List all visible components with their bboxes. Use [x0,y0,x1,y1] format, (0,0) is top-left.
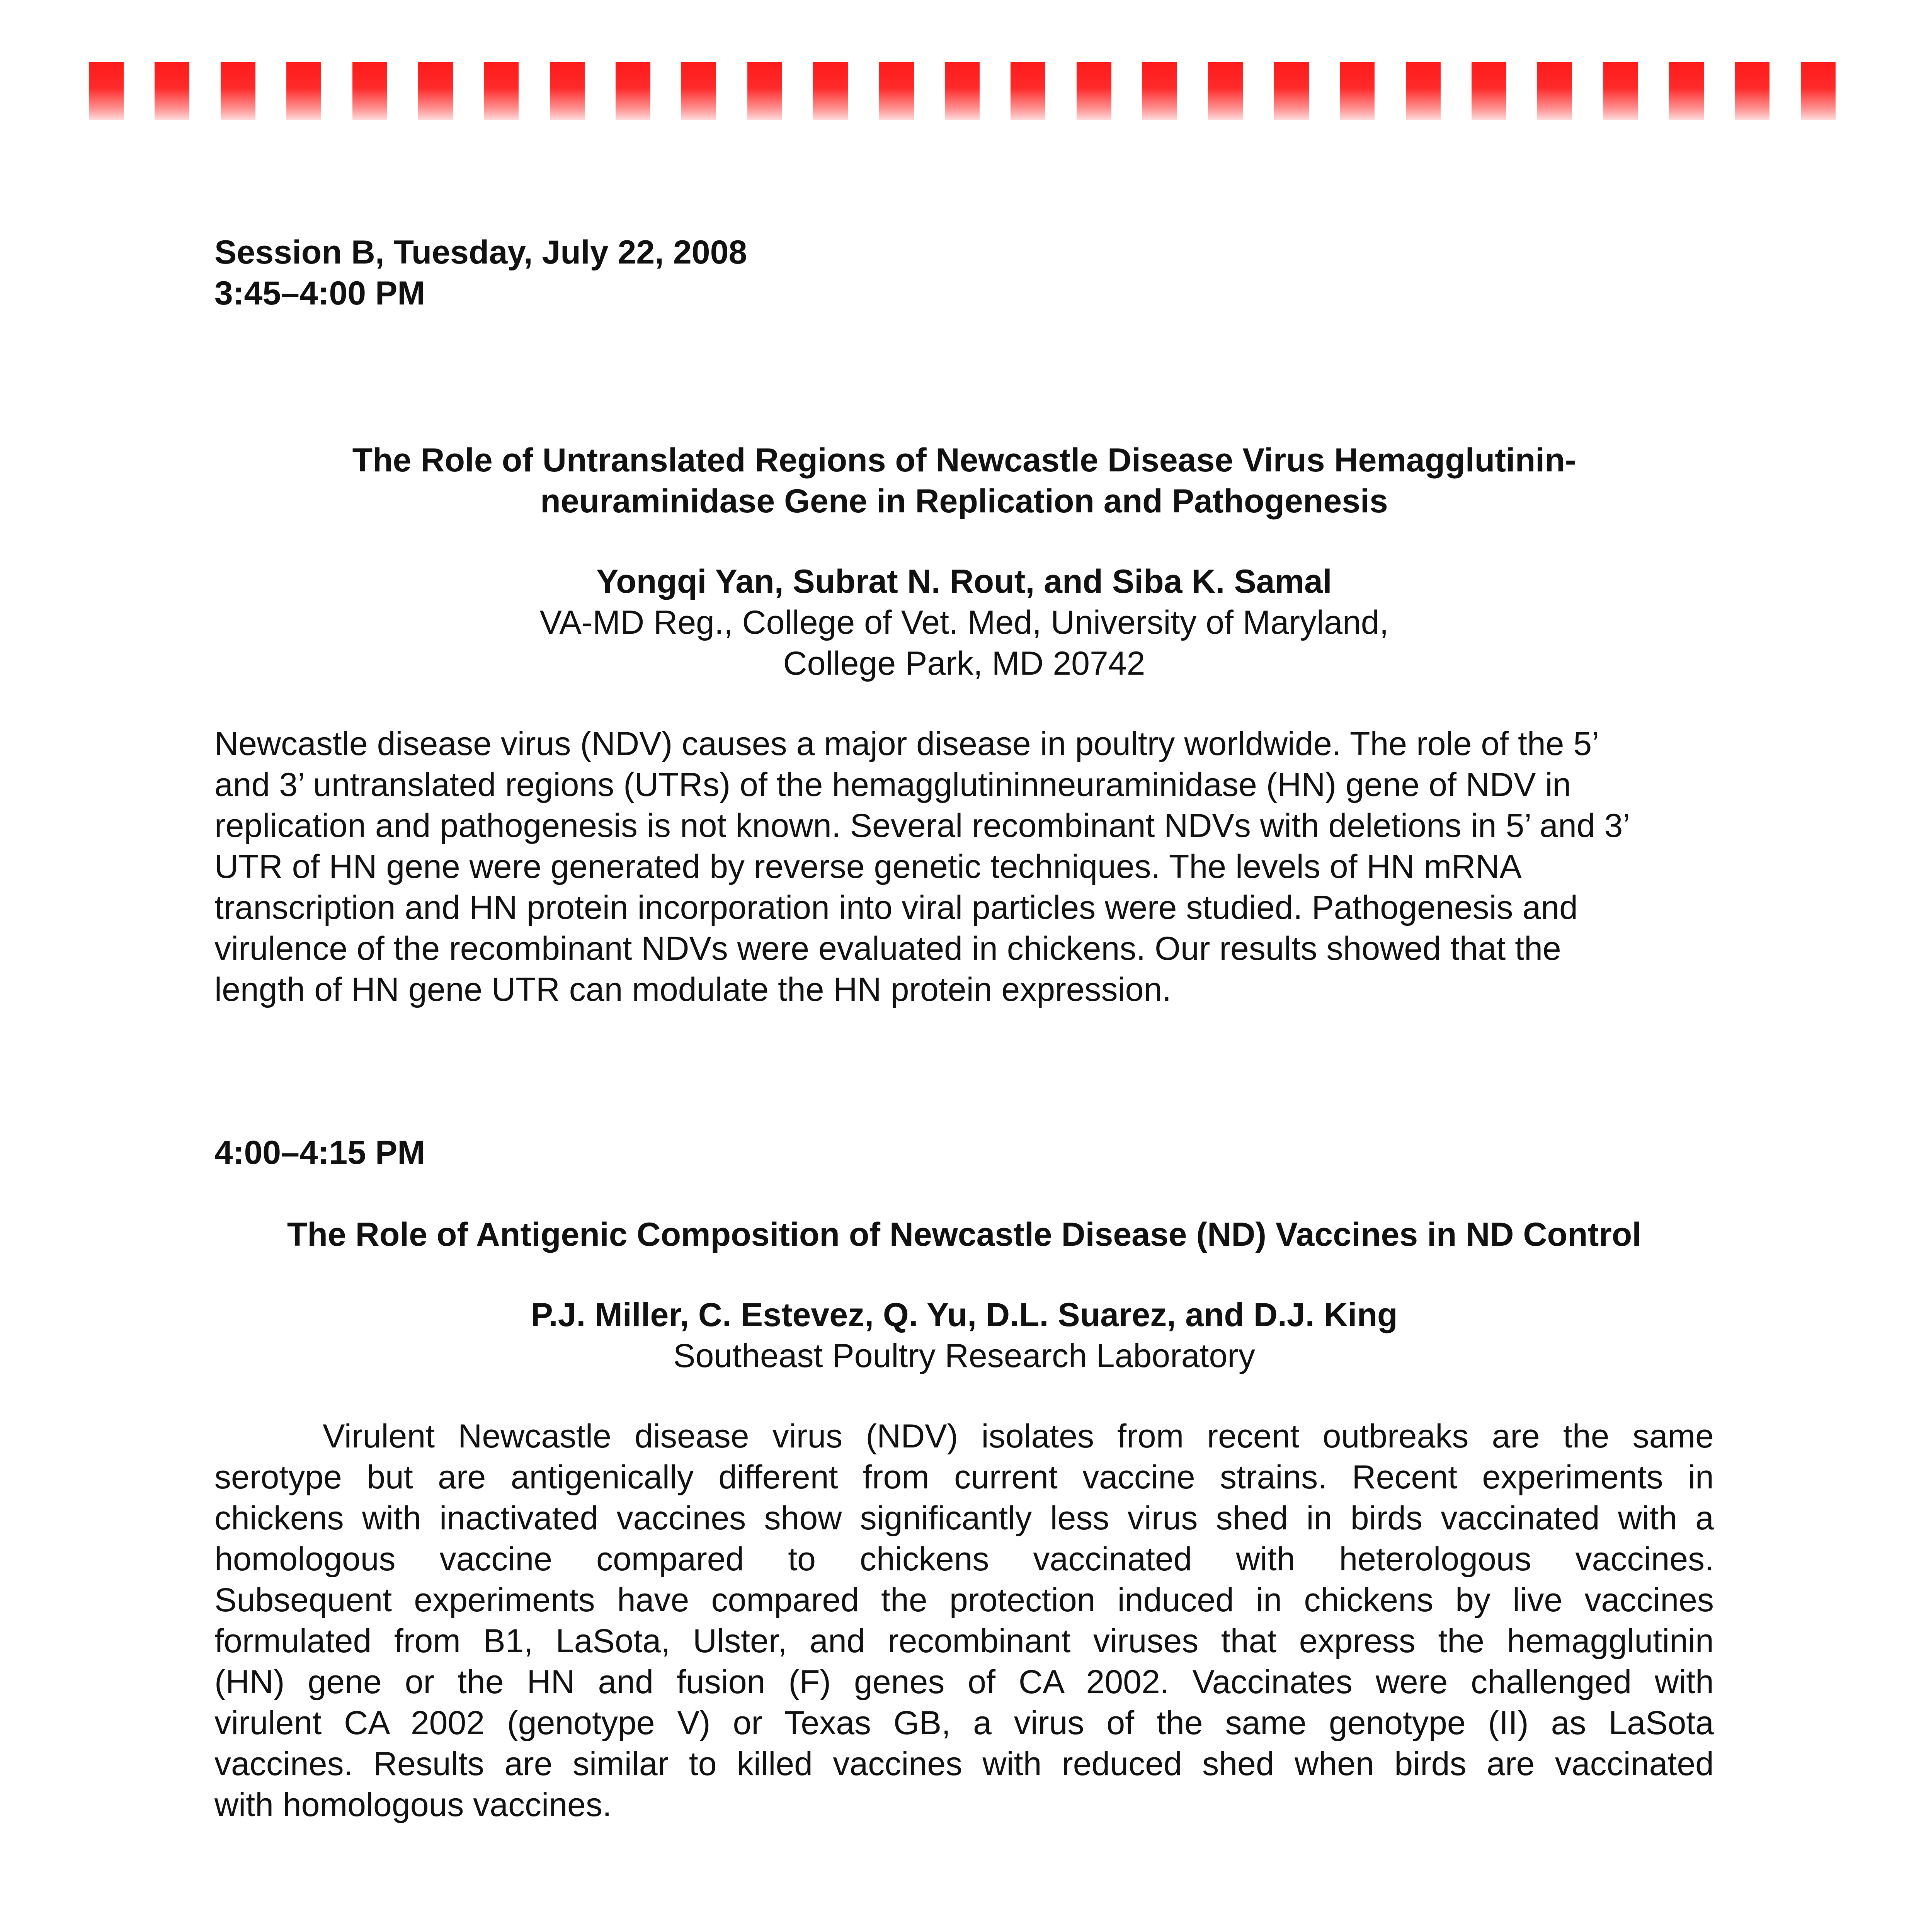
red-block [155,62,189,120]
abstract-line: length of HN gene UTR can modulate the HN protein expression. [214,971,1172,1008]
abstract-line: homologous vaccine compared to chickens vaccinated with heterologous vaccines. [214,1541,1714,1578]
talk-2-abstract [214,1416,1714,1825]
red-block [1340,62,1375,120]
abstract-line: UTR of HN gene were generated by reverse genetic techniques. The levels of HN mRNA [214,848,1522,885]
decorative-red-band [89,62,1836,120]
session-heading: Session B, Tuesday, July 22, 2008 [214,234,747,271]
red-block [1801,62,1836,120]
talk-1-title-line-2: neuraminidase Gene in Replication and Pathogenesis [540,483,1388,520]
red-block [813,62,848,120]
abstract-line: (HN) gene or the HN and fusion (F) genes of CA 2002. Vaccinates were challenged with [214,1663,1714,1701]
red-block [681,62,716,120]
abstract-line: virulence of the recombinant NDVs were evaluated in chickens. Our results showed that the [214,930,1561,967]
red-block [879,62,914,120]
red-block [418,62,453,120]
red-block [1472,62,1506,120]
abstract-line: replication and pathogenesis is not known. Several recombinant NDVs with deletions in 5’ and 3’ [214,807,1630,844]
red-block [1208,62,1243,120]
talk-1-title-line-1: The Role of Untranslated Regions of Newcastle Disease Virus Hemagglutinin- [352,442,1576,479]
red-block [89,62,124,120]
red-block [1077,62,1111,120]
abstract-line: Newcastle disease virus (NDV) causes a major disease in poultry worldwide. The role of the 5’ [214,725,1599,762]
red-block [945,62,980,120]
talk-1-abstract [214,723,1714,1010]
red-block [1537,62,1572,120]
abstract-line: and 3’ untranslated regions (UTRs) of the hemagglutininneuraminidase (HN) gene of NDV in [214,766,1571,803]
abstract-line: transcription and HN protein incorporation into viral particles were studied. Pathogenesis and [214,889,1578,926]
red-block [616,62,650,120]
abstract-line: virulent CA 2002 (genotype V) or Texas GB, a virus of the same genotype (II) as LaSota [214,1704,1714,1742]
abstract-line: Subsequent experiments have compared the protection induced in chickens by live vaccines [214,1582,1714,1619]
abstract-line: Virulent Newcastle disease virus (NDV) isolates from recent outbreaks are the same [323,1418,1714,1455]
abstract-line: formulated from B1, LaSota, Ulster, and recombinant viruses that express the hemagglutinin [214,1622,1714,1660]
talk-1-affiliation-line-1: VA-MD Reg., College of Vet. Med, University of Maryland, [539,604,1389,641]
talk-2-time: 4:00–4:15 PM [214,1134,425,1171]
red-block [747,62,782,120]
red-block [1603,62,1638,120]
talk-2-authors: P.J. Miller, C. Estevez, Q. Yu, D.L. Suarez, and D.J. King [531,1296,1398,1333]
red-block [550,62,585,120]
red-block [1011,62,1045,120]
talk-1-authors: Yongqi Yan, Subrat N. Rout, and Siba K. Samal [596,563,1332,600]
red-block [1142,62,1177,120]
red-block [286,62,321,120]
red-block [484,62,519,120]
red-block [1406,62,1441,120]
abstract-line: serotype but are antigenically different from current vaccine strains. Recent experiments in [214,1459,1714,1496]
talk-2-affiliation: Southeast Poultry Research Laboratory [673,1337,1255,1374]
talk-1-time: 3:45–4:00 PM [214,275,425,312]
red-block [1274,62,1309,120]
red-block [221,62,255,120]
abstract-line: with homologous vaccines. [214,1786,612,1823]
red-block [1669,62,1704,120]
abstract-line: vaccines. Results are similar to killed vaccines with reduced shed when birds are vaccinated [214,1745,1714,1782]
red-block [1735,62,1769,120]
talk-1-affiliation-line-2: College Park, MD 20742 [783,645,1145,682]
red-block [352,62,387,120]
abstract-line: chickens with inactivated vaccines show significantly less virus shed in birds vaccinated with a [214,1500,1714,1537]
talk-2-title: The Role of Antigenic Composition of Newcastle Disease (ND) Vaccines in ND Control [287,1216,1642,1253]
